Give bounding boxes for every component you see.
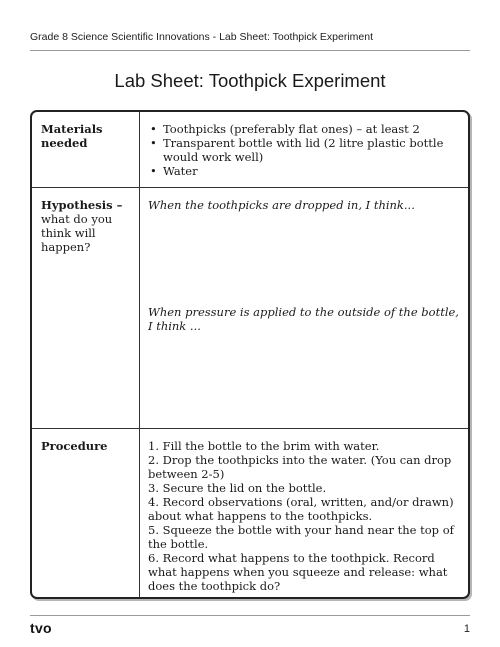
list-item: • Transparent bottle with lid (2 litre plastic bottle would work well) [148, 136, 460, 164]
procedure-label: Procedure [32, 429, 140, 597]
materials-list [148, 122, 460, 178]
materials-content [140, 112, 468, 187]
list-item: • Water [148, 164, 460, 178]
footer-divider [30, 615, 470, 616]
hypothesis-row [32, 188, 468, 429]
page-number: 1 [463, 623, 470, 635]
procedure-step: 4. Record observations (oral, written, and/or drawn) about what happens to the toothpicks. [148, 495, 454, 523]
table-frame [30, 110, 470, 599]
procedure-content [140, 429, 468, 597]
hypothesis-label [32, 188, 140, 428]
materials-label: Materials needed [32, 112, 140, 187]
document-header: Grade 8 Science Scientific Innovations - Lab Sheet: Toothpick Experiment [30, 31, 373, 43]
procedure-row [32, 429, 468, 597]
hypothesis-label-bold: Hypothesis – [41, 198, 123, 212]
page-title: Lab Sheet: Toothpick Experiment [114, 70, 386, 91]
list-item: • Toothpicks (preferably flat ones) – at least 2 [148, 122, 460, 136]
procedure-step: 5. Squeeze the bottle with your hand near the top of the bottle. [148, 523, 454, 551]
procedure-step: 1. Fill the bottle to the brim with water. [148, 439, 380, 453]
hypothesis-prompt-2: When pressure is applied to the outside of the bottle, I think ... [148, 305, 459, 333]
hypothesis-label-rest: what do you think will happen? [41, 212, 113, 254]
procedure-step: 6. Record what happens to the toothpick. Record what happens when you squeeze and release: what does the toothpick do? [148, 551, 448, 593]
header-divider [30, 50, 470, 51]
materials-row [32, 112, 468, 188]
procedure-step: 3. Secure the lid on the bottle. [148, 481, 327, 495]
lab-table [30, 110, 470, 599]
hypothesis-content [140, 188, 468, 428]
hypothesis-prompt-1: When the toothpicks are dropped in, I think... [148, 198, 415, 212]
tvo-logo: tvo [30, 620, 52, 636]
procedure-step: 2. Drop the toothpicks into the water. (You can drop between 2-5) [148, 453, 452, 481]
